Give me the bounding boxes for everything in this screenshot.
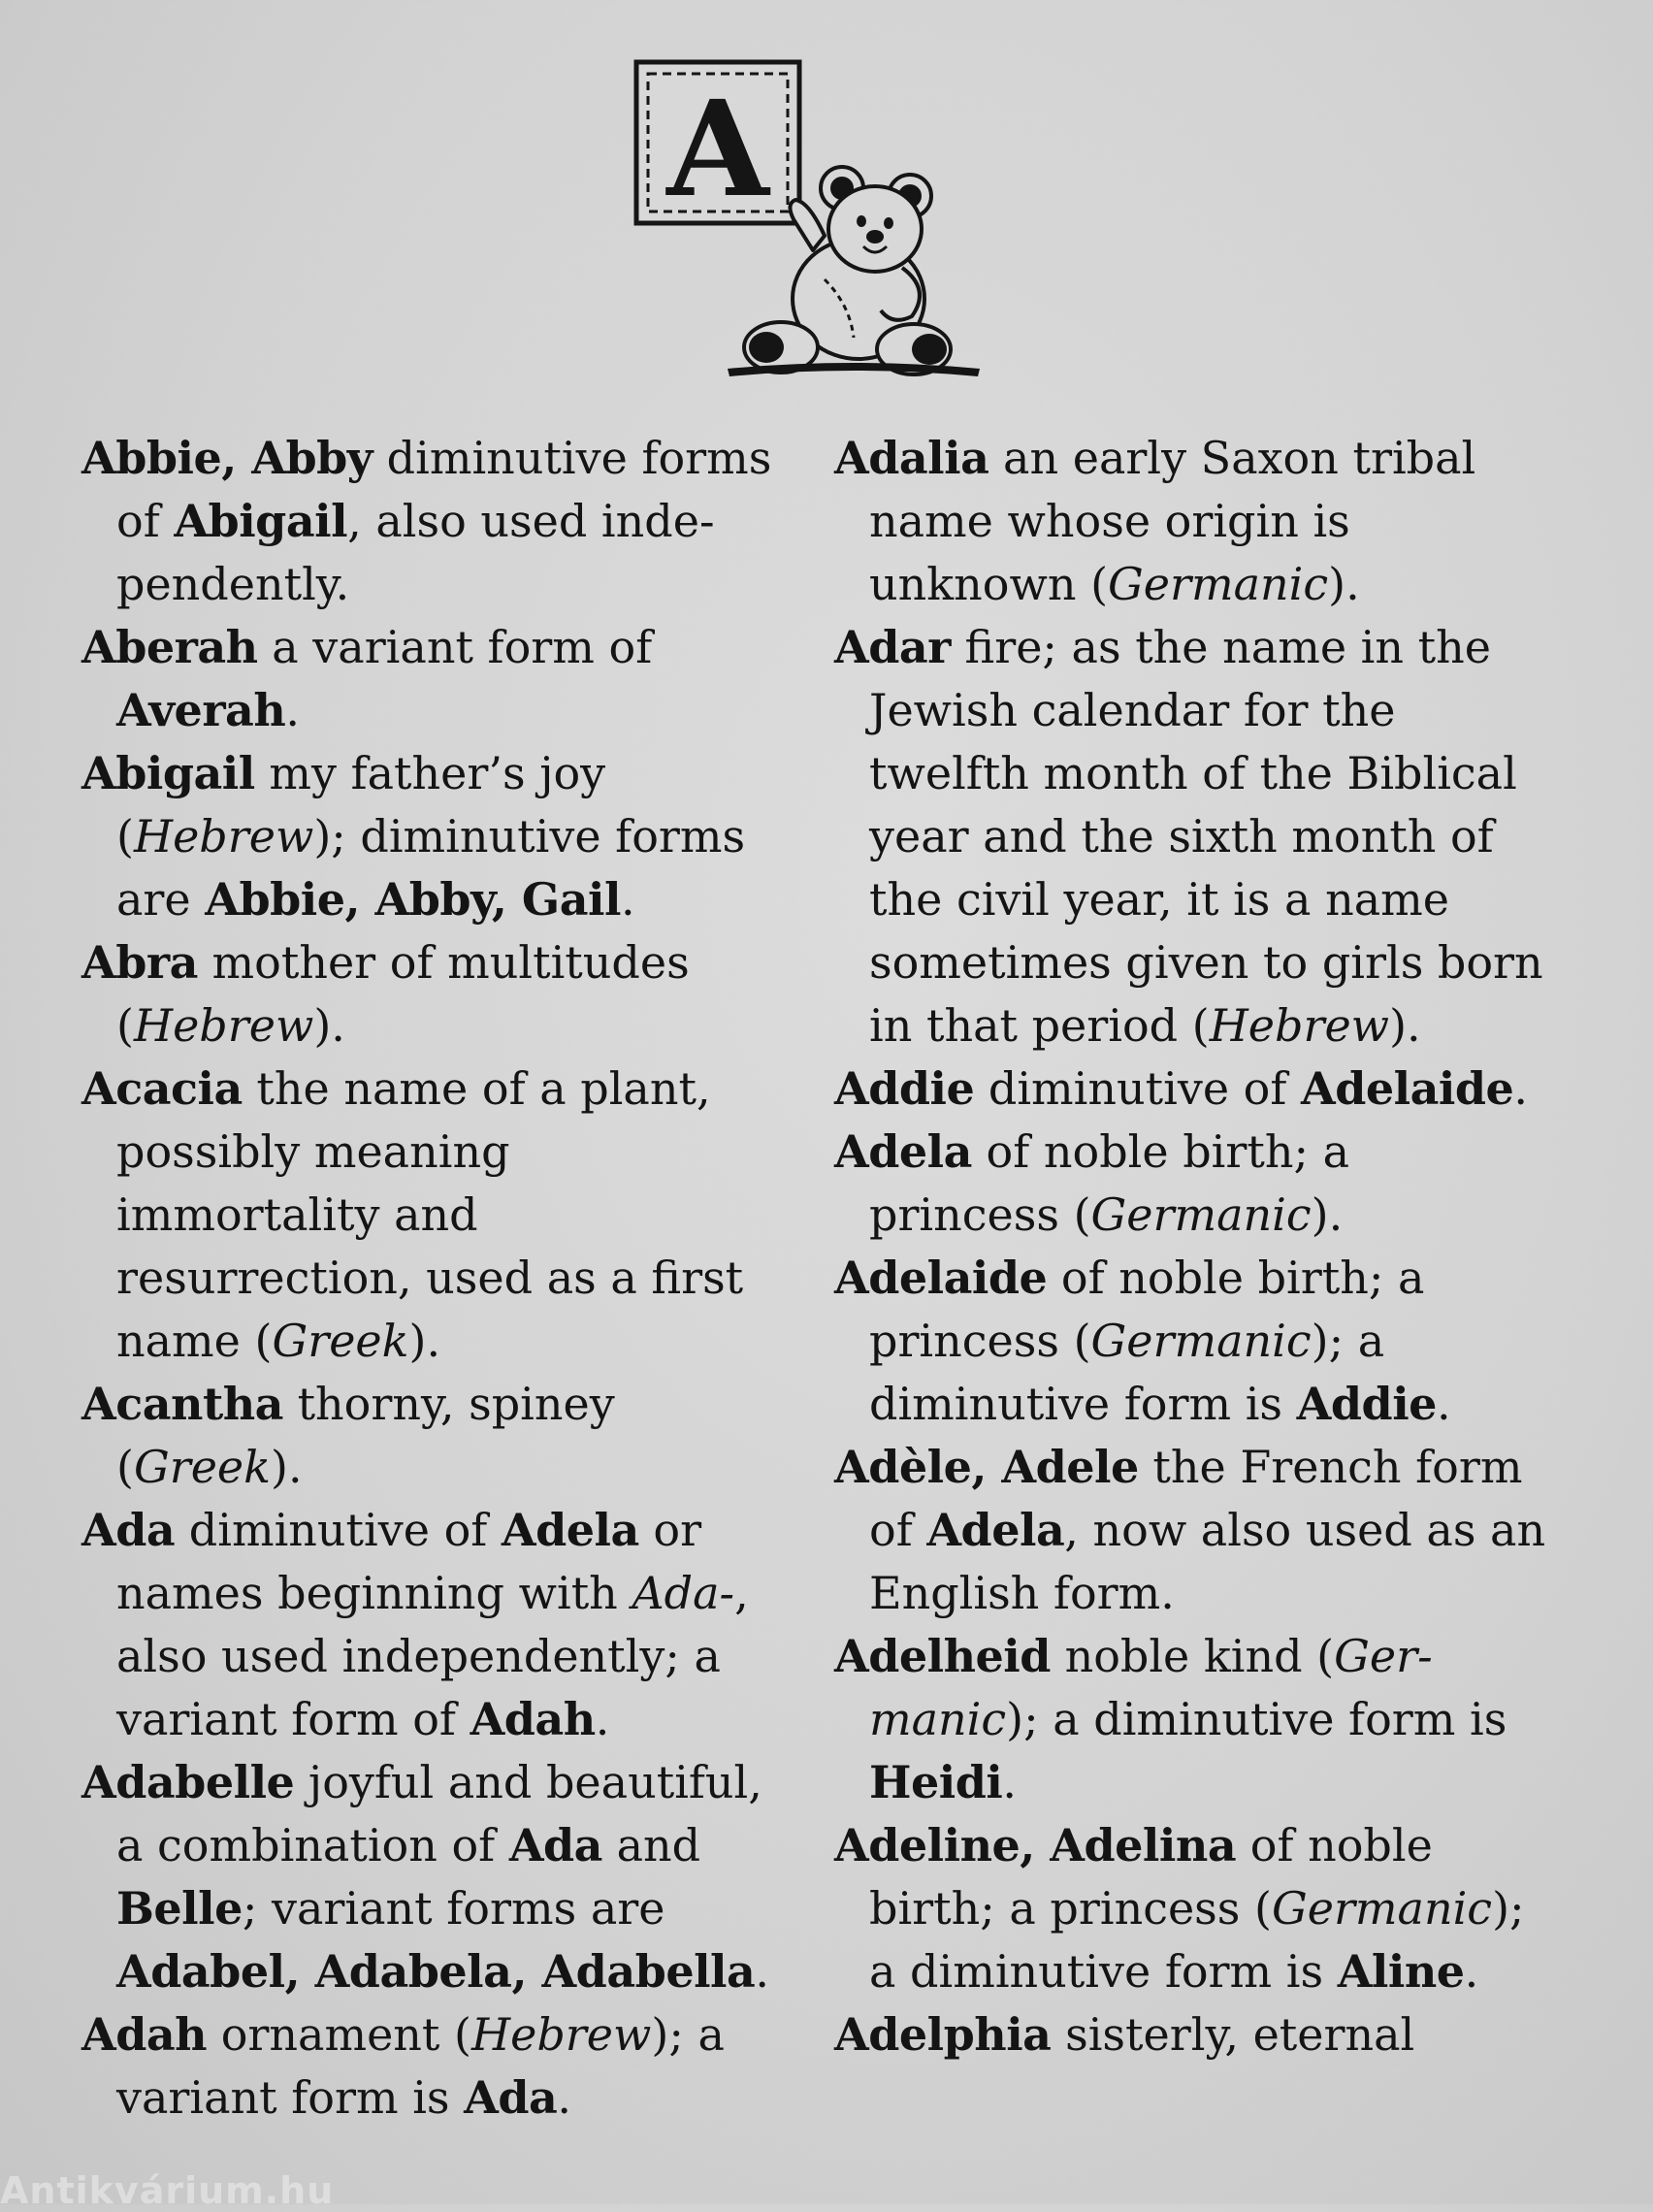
entry-text: the name of a plant, possibly meaning immortality and resurrection, used as a first name ( [116, 1062, 744, 1367]
entry-name: Adalia [834, 432, 989, 484]
entry-name: Abra [81, 936, 198, 989]
entry-text: ). [271, 1441, 303, 1493]
entry-origin: Germanic [1090, 1188, 1312, 1241]
entry-text: , also used independently. [116, 495, 715, 610]
entry-text: . [755, 1945, 769, 1998]
entry-text: ). [1311, 1188, 1344, 1241]
dictionary-entry-ada [81, 1499, 780, 1751]
entry-name: Addie [1296, 1378, 1437, 1430]
entry-name: Aline [1337, 1945, 1465, 1998]
entry-text: noble kind ( [1050, 1630, 1335, 1682]
entry-origin: Germanic [1108, 558, 1329, 610]
entry-origin: Greek [133, 1441, 272, 1493]
entry-text: . [595, 1693, 610, 1745]
dictionary-entry-adar [834, 616, 1552, 1057]
dictionary-entry-addie [834, 1057, 1552, 1121]
entry-origin: Hebrew [133, 810, 314, 862]
entry-text: ). [1389, 999, 1421, 1052]
entry-name: Aberah [81, 621, 258, 673]
entry-name: Adah [81, 2008, 208, 2061]
entry-text: . [1436, 1378, 1451, 1430]
entry-name: Adabelle [81, 1756, 295, 1808]
entry-text: ). [313, 999, 345, 1052]
left-column [81, 427, 780, 2130]
entry-text: the French form of [869, 1441, 1523, 1556]
entry-origin: Germanic [1090, 1315, 1312, 1367]
entry-name: Abigail [81, 747, 255, 799]
dictionary-entry-adeline [834, 1814, 1552, 2003]
entry-text: . [557, 2071, 571, 2124]
entry-text: . [285, 684, 300, 736]
entry-origin: Hebrew [1209, 999, 1390, 1052]
entry-text: . [1513, 1062, 1528, 1115]
entry-name: Adela [501, 1504, 639, 1556]
watermark: Antikvárium.hu [0, 2169, 335, 2212]
entry-text: ). [408, 1315, 441, 1367]
entry-origin: Ada- [632, 1567, 735, 1619]
entry-text: ); a variant form is [116, 2008, 725, 2124]
entry-text: , also used independently; a variant form of [116, 1567, 749, 1745]
entry-text: . [1002, 1756, 1017, 1808]
dictionary-entry-abra [81, 931, 780, 1057]
right-column [834, 427, 1552, 2066]
entry-origin: Hebrew [471, 2008, 652, 2061]
entry-text: ); diminutive forms are [116, 810, 746, 926]
entry-text: joyful and beautiful, a combination of [116, 1756, 762, 1871]
entry-text: ); a diminutive form is [869, 1882, 1525, 1998]
entry-origin: Germanic [1271, 1882, 1493, 1935]
entry-text: my father’s joy ( [116, 747, 606, 862]
entry-name: Adelphia [834, 2008, 1052, 2061]
entry-name: Adela [834, 1125, 972, 1178]
entry-text: ). [1328, 558, 1360, 610]
entry-text: ornament ( [207, 2008, 471, 2061]
dictionary-entry-acantha [81, 1373, 780, 1499]
entry-origin: Germanic [869, 1630, 1433, 1745]
dictionary-entry-aberah [81, 616, 780, 742]
entry-text: diminutive of [974, 1062, 1301, 1115]
entry-name: Averah [116, 684, 286, 736]
entry-origin: Greek [272, 1315, 409, 1367]
entry-name: Adelaide [834, 1252, 1048, 1304]
entry-text: fire; as the name in the Jewish calendar for the twelfth month of the Biblical year and the sixth month of the civil year, it is a name sometimes given to girls born in that period ( [869, 621, 1543, 1052]
entry-text: sisterly, eternal [1051, 2008, 1415, 2061]
entry-name: Adelheid [834, 1630, 1051, 1682]
entry-name: Adeline, Adelina [834, 1819, 1237, 1871]
entry-text: and [602, 1819, 701, 1871]
dictionary-entry-adela [834, 1121, 1552, 1247]
entry-name: Adah [470, 1693, 596, 1745]
entry-text: ; variant forms are [242, 1882, 665, 1935]
dictionary-entry-adele [834, 1436, 1552, 1625]
entry-name: Abigail [174, 495, 348, 547]
entry-name: Acacia [81, 1062, 243, 1115]
entry-text: diminutive forms of [116, 432, 772, 547]
entry-origin: Hebrew [133, 999, 314, 1052]
entry-text: ); a diminutive form is [869, 1315, 1385, 1430]
entry-name: Adèle, Adele [834, 1441, 1139, 1493]
entry-text: mother of multitudes ( [116, 936, 690, 1052]
entry-text: , now also used as an English form. [869, 1504, 1546, 1619]
chapter-letter: A [666, 72, 769, 227]
dictionary-entry-adah [81, 2003, 780, 2130]
entry-text: or names beginning with [116, 1504, 702, 1619]
entry-text: thorny, spiney ( [116, 1378, 615, 1493]
entry-text: of noble birth; a princess ( [869, 1125, 1349, 1241]
entry-name: Addie [834, 1062, 975, 1115]
entry-name: Ada [464, 2071, 558, 2124]
entry-text: of noble birth; a princess ( [869, 1252, 1425, 1367]
entry-name: Belle [116, 1882, 243, 1935]
entry-name: Adabel, Adabela, Adabella [116, 1945, 756, 1998]
entry-name: Adar [834, 621, 951, 673]
dictionary-entry-acacia [81, 1057, 780, 1373]
dictionary-entry-adelaide [834, 1247, 1552, 1436]
entry-name: Adela [926, 1504, 1065, 1556]
dictionary-entry-abbie [81, 427, 780, 616]
entry-text: of noble birth; a princess ( [869, 1819, 1433, 1935]
teddy-bear-letter-illustration [631, 56, 989, 386]
chapter-emblem [631, 56, 989, 386]
entry-text: diminutive of [175, 1504, 502, 1556]
entry-name: Ada [81, 1504, 176, 1556]
dictionary-entry-adabelle [81, 1751, 780, 2003]
entry-text: . [1464, 1945, 1479, 1998]
entry-name: Abbie, Abby [81, 432, 373, 484]
entry-name: Heidi [869, 1756, 1003, 1808]
entry-name: Acantha [81, 1378, 283, 1430]
entry-text: a variant form of [257, 621, 653, 673]
entry-name: Adelaide [1301, 1062, 1514, 1115]
dictionary-entry-adelheid [834, 1625, 1552, 1814]
entry-text: . [620, 873, 635, 926]
dictionary-entry-adalia [834, 427, 1552, 616]
entry-name: Abbie, Abby, Gail [205, 873, 621, 926]
dictionary-entry-adelphia [834, 2003, 1552, 2066]
dictionary-entry-abigail [81, 742, 780, 931]
entry-text: an early Saxon tribal name whose origin is unknown ( [869, 432, 1476, 610]
entry-name: Ada [508, 1819, 602, 1871]
entry-text: ); a diminutive form is [1006, 1693, 1507, 1745]
